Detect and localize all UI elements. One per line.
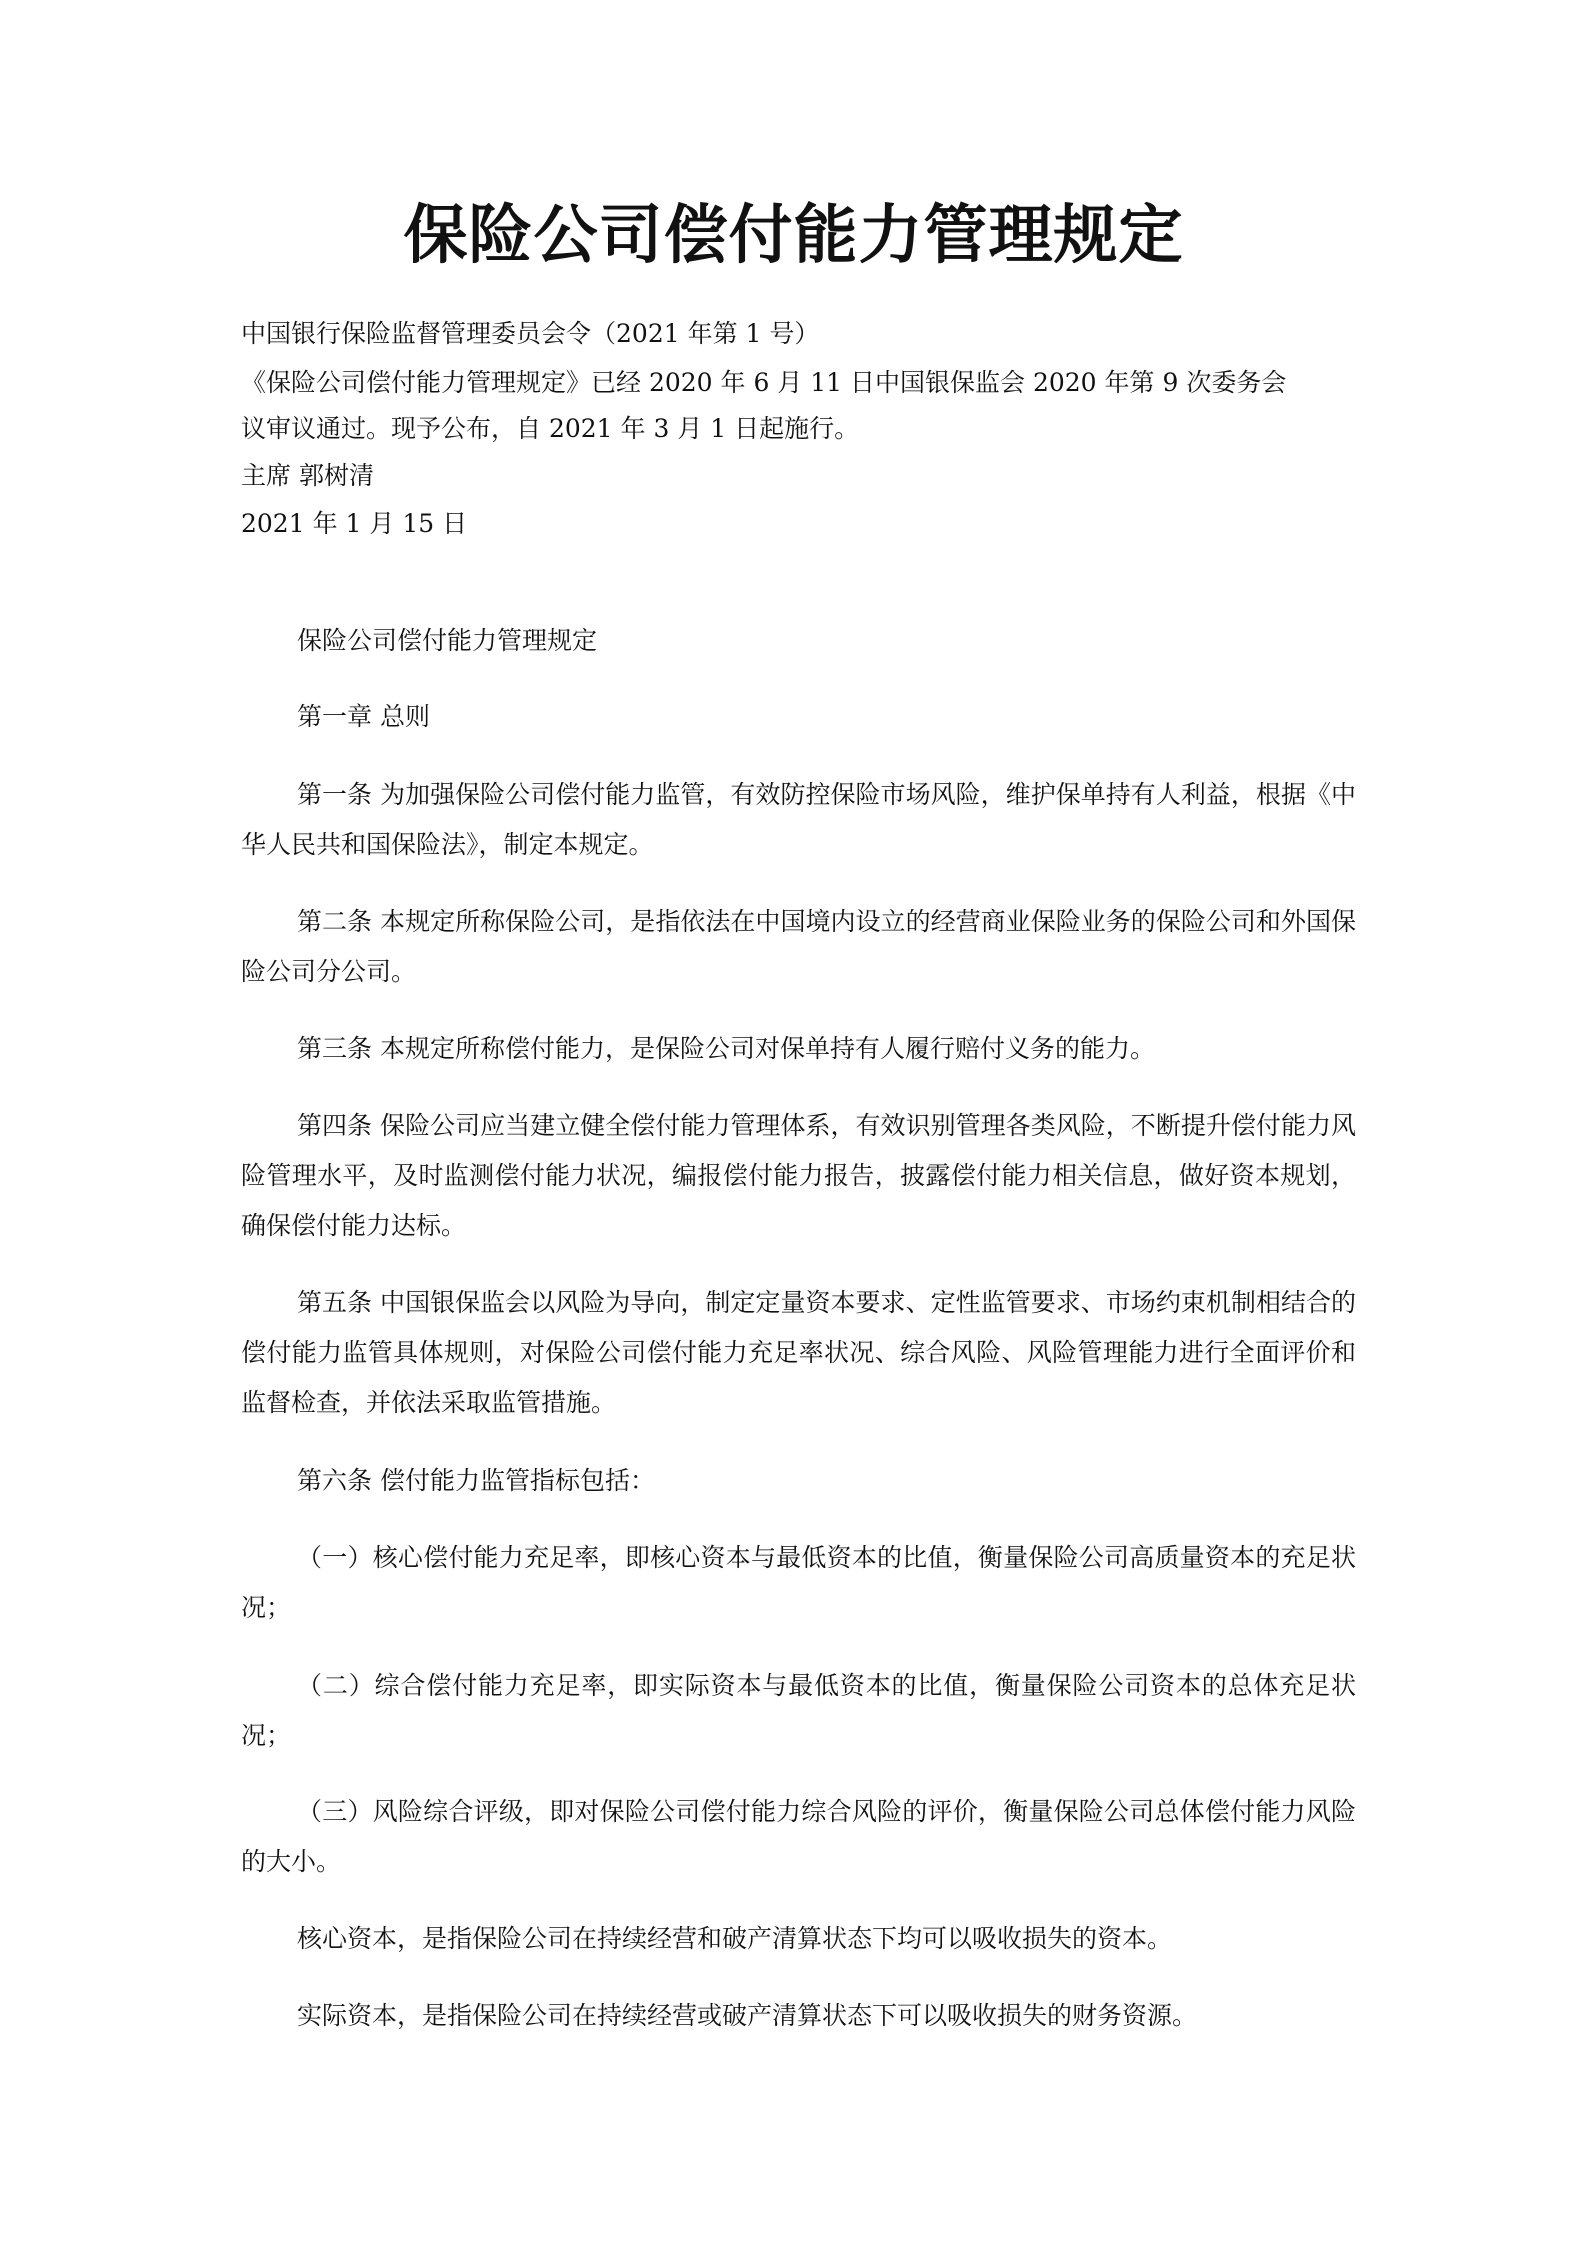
article-4: 第四条 保险公司应当建立健全偿付能力管理体系，有效识别管理各类风险，不断提升偿付能力风险管理水平，及时监测偿付能力状况，编报偿付能力报告，披露偿付能力相关信息，做好资本规划，确保偿付能力达标。 [241, 1111, 1356, 1240]
article-2: 第二条 本规定所称保险公司，是指依法在中国境内设立的经营商业保险业务的保险公司和外国保险公司分公司。 [241, 907, 1356, 986]
definition-actual-capital: 实际资本，是指保险公司在持续经营或破产清算状态下可以吸收损失的财务资源。 [297, 2001, 1198, 2030]
article-5: 第五条 中国银保监会以风险为导向，制定定量资本要求、定性监管要求、市场约束机制相结合的偿付能力监管具体规则，对保险公司偿付能力充足率状况、综合风险、风险管理能力进行全面评价和监督检查，并依法采取监管措施。 [241, 1288, 1356, 1417]
document-title: 保险公司偿付能力管理规定 [403, 198, 1184, 273]
body-subtitle: 保险公司偿付能力管理规定 [297, 626, 598, 655]
list-item-3: （三）风险综合评级，即对保险公司偿付能力综合风险的评价，衡量保险公司总体偿付能力风险的大小。 [241, 1797, 1356, 1876]
signing-date: 2021 年 1 月 15 日 [241, 509, 468, 538]
article-3: 第三条 本规定所称偿付能力，是保险公司对保单持有人履行赔付义务的能力。 [297, 1034, 1155, 1063]
list-item-2: （二）综合偿付能力充足率，即实际资本与最低资本的比值，衡量保险公司资本的总体充足状况； [241, 1671, 1356, 1750]
decree-number: 中国银行保险监督管理委员会令（2021 年第 1 号） [241, 319, 820, 348]
signatory: 主席 郭树清 [241, 461, 374, 490]
announcement-line-1: 《保险公司偿付能力管理规定》已经 2020 年 6 月 11 日中国银保监会 2020 年第 9 次委务会 [241, 368, 1287, 397]
chapter-heading: 第一章 总则 [297, 702, 430, 731]
article-6: 第六条 偿付能力监管指标包括： [297, 1466, 655, 1495]
announcement-line-2: 议审议通过。现予公布，自 2021 年 3 月 1 日起施行。 [241, 414, 860, 443]
definition-core-capital: 核心资本，是指保险公司在持续经营和破产清算状态下均可以吸收损失的资本。 [297, 1924, 1173, 1953]
article-1: 第一条 为加强保险公司偿付能力监管，有效防控保险市场风险，维护保单持有人利益，根据《中华人民共和国保险法》，制定本规定。 [241, 780, 1356, 859]
list-item-1: （一）核心偿付能力充足率，即核心资本与最低资本的比值，衡量保险公司高质量资本的充足状况； [241, 1543, 1356, 1622]
